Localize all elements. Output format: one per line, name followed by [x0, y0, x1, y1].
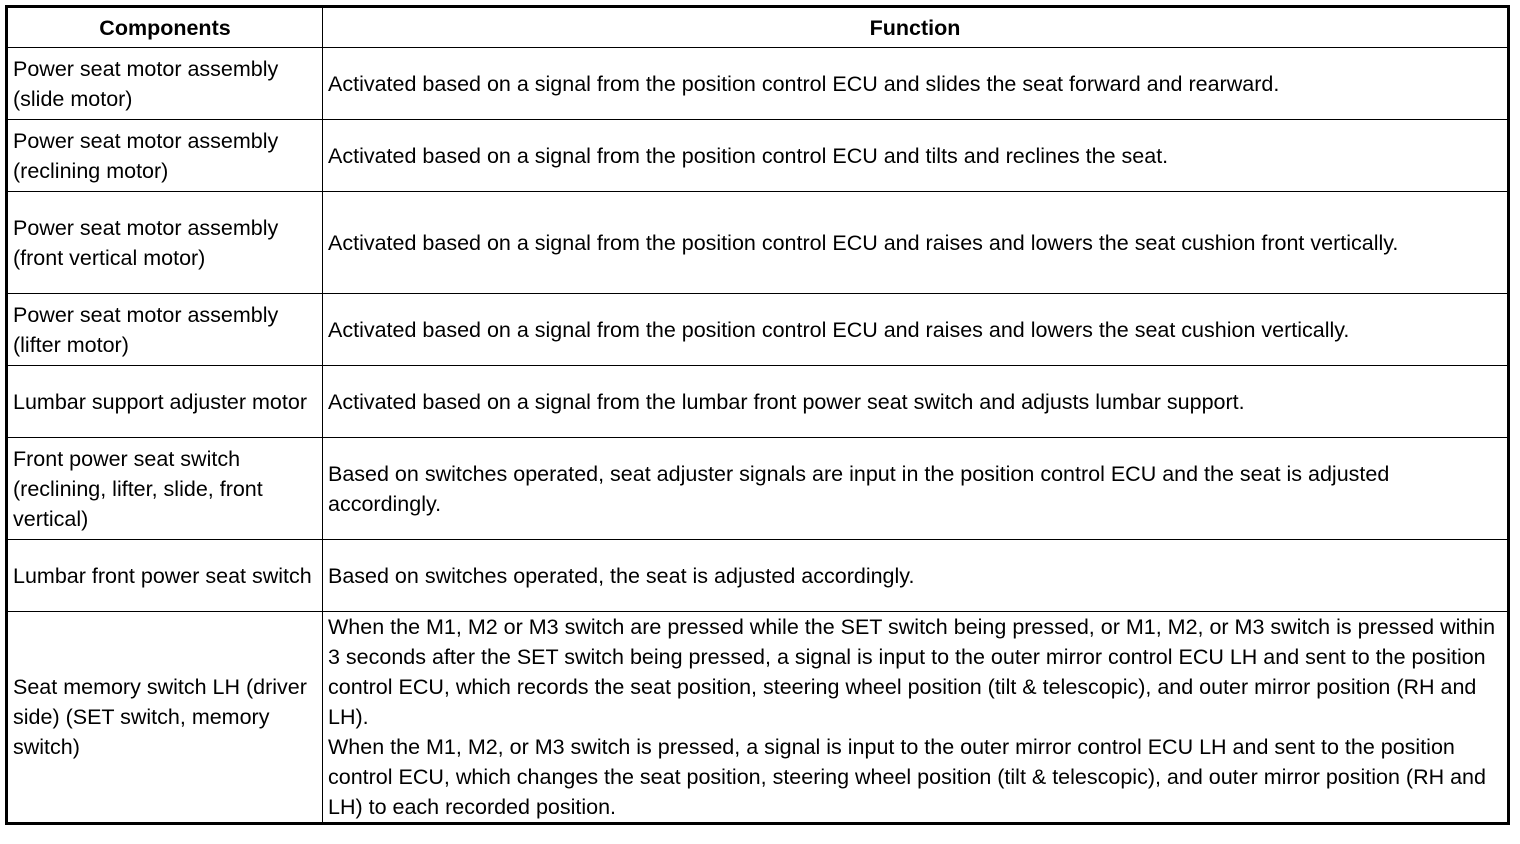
component-cell: Seat memory switch LH (driver side) (SET switch, memory switch): [7, 612, 323, 824]
function-text: Based on switches operated, the seat is adjusted accordingly.: [328, 563, 915, 588]
function-cell: [323, 294, 1509, 366]
table-row: [7, 612, 1509, 824]
function-cell: [323, 438, 1509, 540]
component-cell: Power seat motor assembly (reclining motor): [7, 120, 323, 192]
component-cell: Front power seat switch (reclining, lifter, slide, front vertical): [7, 438, 323, 540]
table-row: [7, 540, 1509, 612]
component-cell: Lumbar support adjuster motor: [7, 366, 323, 438]
function-text: Activated based on a signal from the lumbar front power seat switch and adjusts lumbar support.: [328, 389, 1245, 414]
function-text: Activated based on a signal from the position control ECU and slides the seat forward and rearward.: [328, 71, 1280, 96]
function-cell: [323, 612, 1509, 824]
table-row: [7, 438, 1509, 540]
header-components: Components: [7, 7, 323, 48]
function-text: Activated based on a signal from the position control ECU and raises and lowers the seat cushion vertically.: [328, 317, 1350, 342]
function-cell: [323, 48, 1509, 120]
table-row: [7, 366, 1509, 438]
function-text: Activated based on a signal from the position control ECU and raises and lowers the seat cushion front vertically.: [328, 230, 1399, 255]
table-row: [7, 294, 1509, 366]
function-cell: [323, 120, 1509, 192]
component-cell: Power seat motor assembly (front vertical motor): [7, 192, 323, 294]
header-row: [7, 7, 1509, 48]
function-cell: [323, 540, 1509, 612]
function-cell: [323, 366, 1509, 438]
component-cell: Power seat motor assembly (lifter motor): [7, 294, 323, 366]
function-text: When the M1, M2, or M3 switch is pressed, a signal is input to the outer mirror control ECU LH and sent to the position control ECU, which changes the seat position, steering wheel position (tilt & telescopic), and outer mirror position (RH and LH) to each recorded position.: [328, 735, 1486, 819]
components-function-table: [5, 5, 1510, 825]
component-cell: Power seat motor assembly (slide motor): [7, 48, 323, 120]
table-row: [7, 120, 1509, 192]
function-text: When the M1, M2 or M3 switch are pressed while the SET switch being pressed, or M1, M2, or M3 switch is pressed within 3 seconds after the SET switch being pressed, a signal is input to the outer mirror control ECU LH and sent to the position control ECU, which records the seat position, steering wheel position (tilt & telescopic), and outer mirror position (RH and LH).: [328, 615, 1496, 729]
function-text: Activated based on a signal from the position control ECU and tilts and reclines the seat.: [328, 143, 1169, 168]
table-row: [7, 192, 1509, 294]
component-cell: Lumbar front power seat switch: [7, 540, 323, 612]
header-function: Function: [323, 7, 1509, 48]
function-text: Based on switches operated, seat adjuster signals are input in the position control ECU and the seat is adjusted accordingly.: [328, 461, 1390, 516]
function-cell: [323, 192, 1509, 294]
table-row: [7, 48, 1509, 120]
